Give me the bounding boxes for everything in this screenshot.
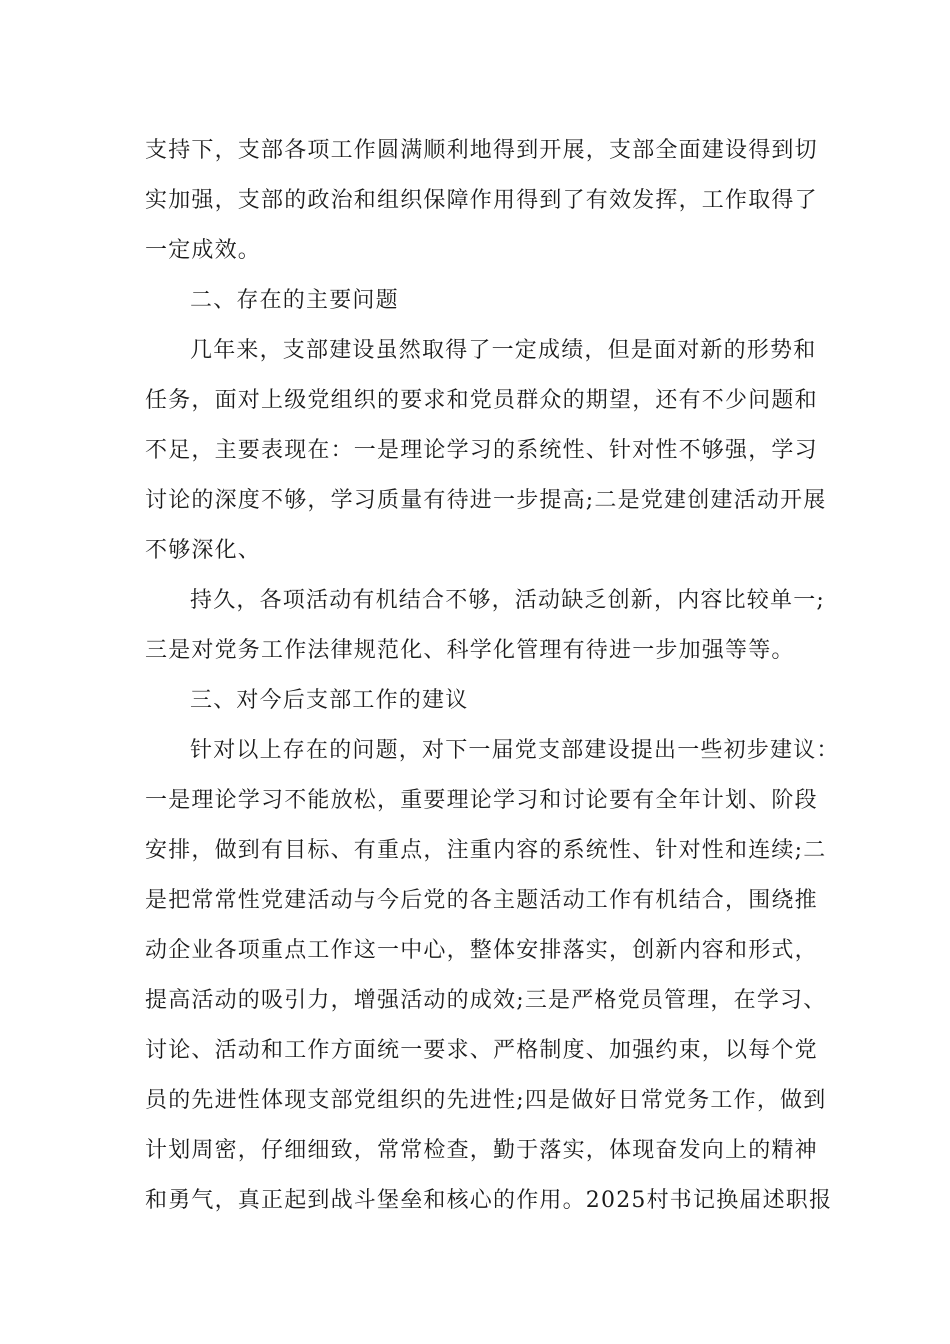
body-text-line: 支持下，支部各项工作圆满顺利地得到开展，支部全面建设得到切: [145, 138, 818, 163]
body-text-line: 安排，做到有目标、有重点，注重内容的系统性、针对性和连续;二: [145, 838, 827, 863]
body-text-line: 和勇气，真正起到战斗堡垒和核心的作用。2025村书记换届述职报: [145, 1188, 833, 1213]
body-text-line: 计划周密，仔细细致，常常检查，勤于落实，体现奋发向上的精神: [145, 1138, 818, 1163]
body-text-line: 不够深化、: [145, 538, 262, 563]
body-text-line: 员的先进性体现支部党组织的先进性;四是做好日常党务工作，做到: [145, 1088, 827, 1113]
body-text-line: 一是理论学习不能放松，重要理论学习和讨论要有全年计划、阶段: [145, 788, 818, 813]
section-heading: 二、存在的主要问题: [190, 288, 399, 313]
body-text-line: 一定成效。: [145, 238, 262, 263]
body-text-line: 动企业各项重点工作这一中心，整体安排落实，创新内容和形式，: [145, 938, 818, 963]
body-text-line: 是把常常性党建活动与今后党的各主题活动工作有机结合，围绕推: [145, 888, 818, 913]
body-text-line: 讨论的深度不够，学习质量有待进一步提高;二是党建创建活动开展: [145, 488, 827, 513]
body-text-line: 任务，面对上级党组织的要求和党员群众的期望，还有不少问题和: [145, 388, 818, 413]
body-text-line: 持久，各项活动有机结合不够，活动缺乏创新，内容比较单一;: [190, 588, 826, 613]
body-text-line: 讨论、活动和工作方面统一要求、严格制度、加强约束，以每个党: [145, 1038, 818, 1063]
body-text-line: 针对以上存在的问题，对下一届党支部建设提出一些初步建议：: [190, 738, 840, 763]
body-text-line: 不足，主要表现在：一是理论学习的系统性、针对性不够强，学习: [145, 438, 818, 463]
body-text-line: 几年来，支部建设虽然取得了一定成绩，但是面对新的形势和: [190, 338, 817, 363]
body-text-line: 提高活动的吸引力，增强活动的成效;三是严格党员管理，在学习、: [145, 988, 827, 1013]
body-text-line: 实加强，支部的政治和组织保障作用得到了有效发挥，工作取得了: [145, 188, 818, 213]
body-text-line: 三是对党务工作法律规范化、科学化管理有待进一步加强等等。: [145, 638, 795, 663]
section-heading: 三、对今后支部工作的建议: [190, 688, 469, 713]
